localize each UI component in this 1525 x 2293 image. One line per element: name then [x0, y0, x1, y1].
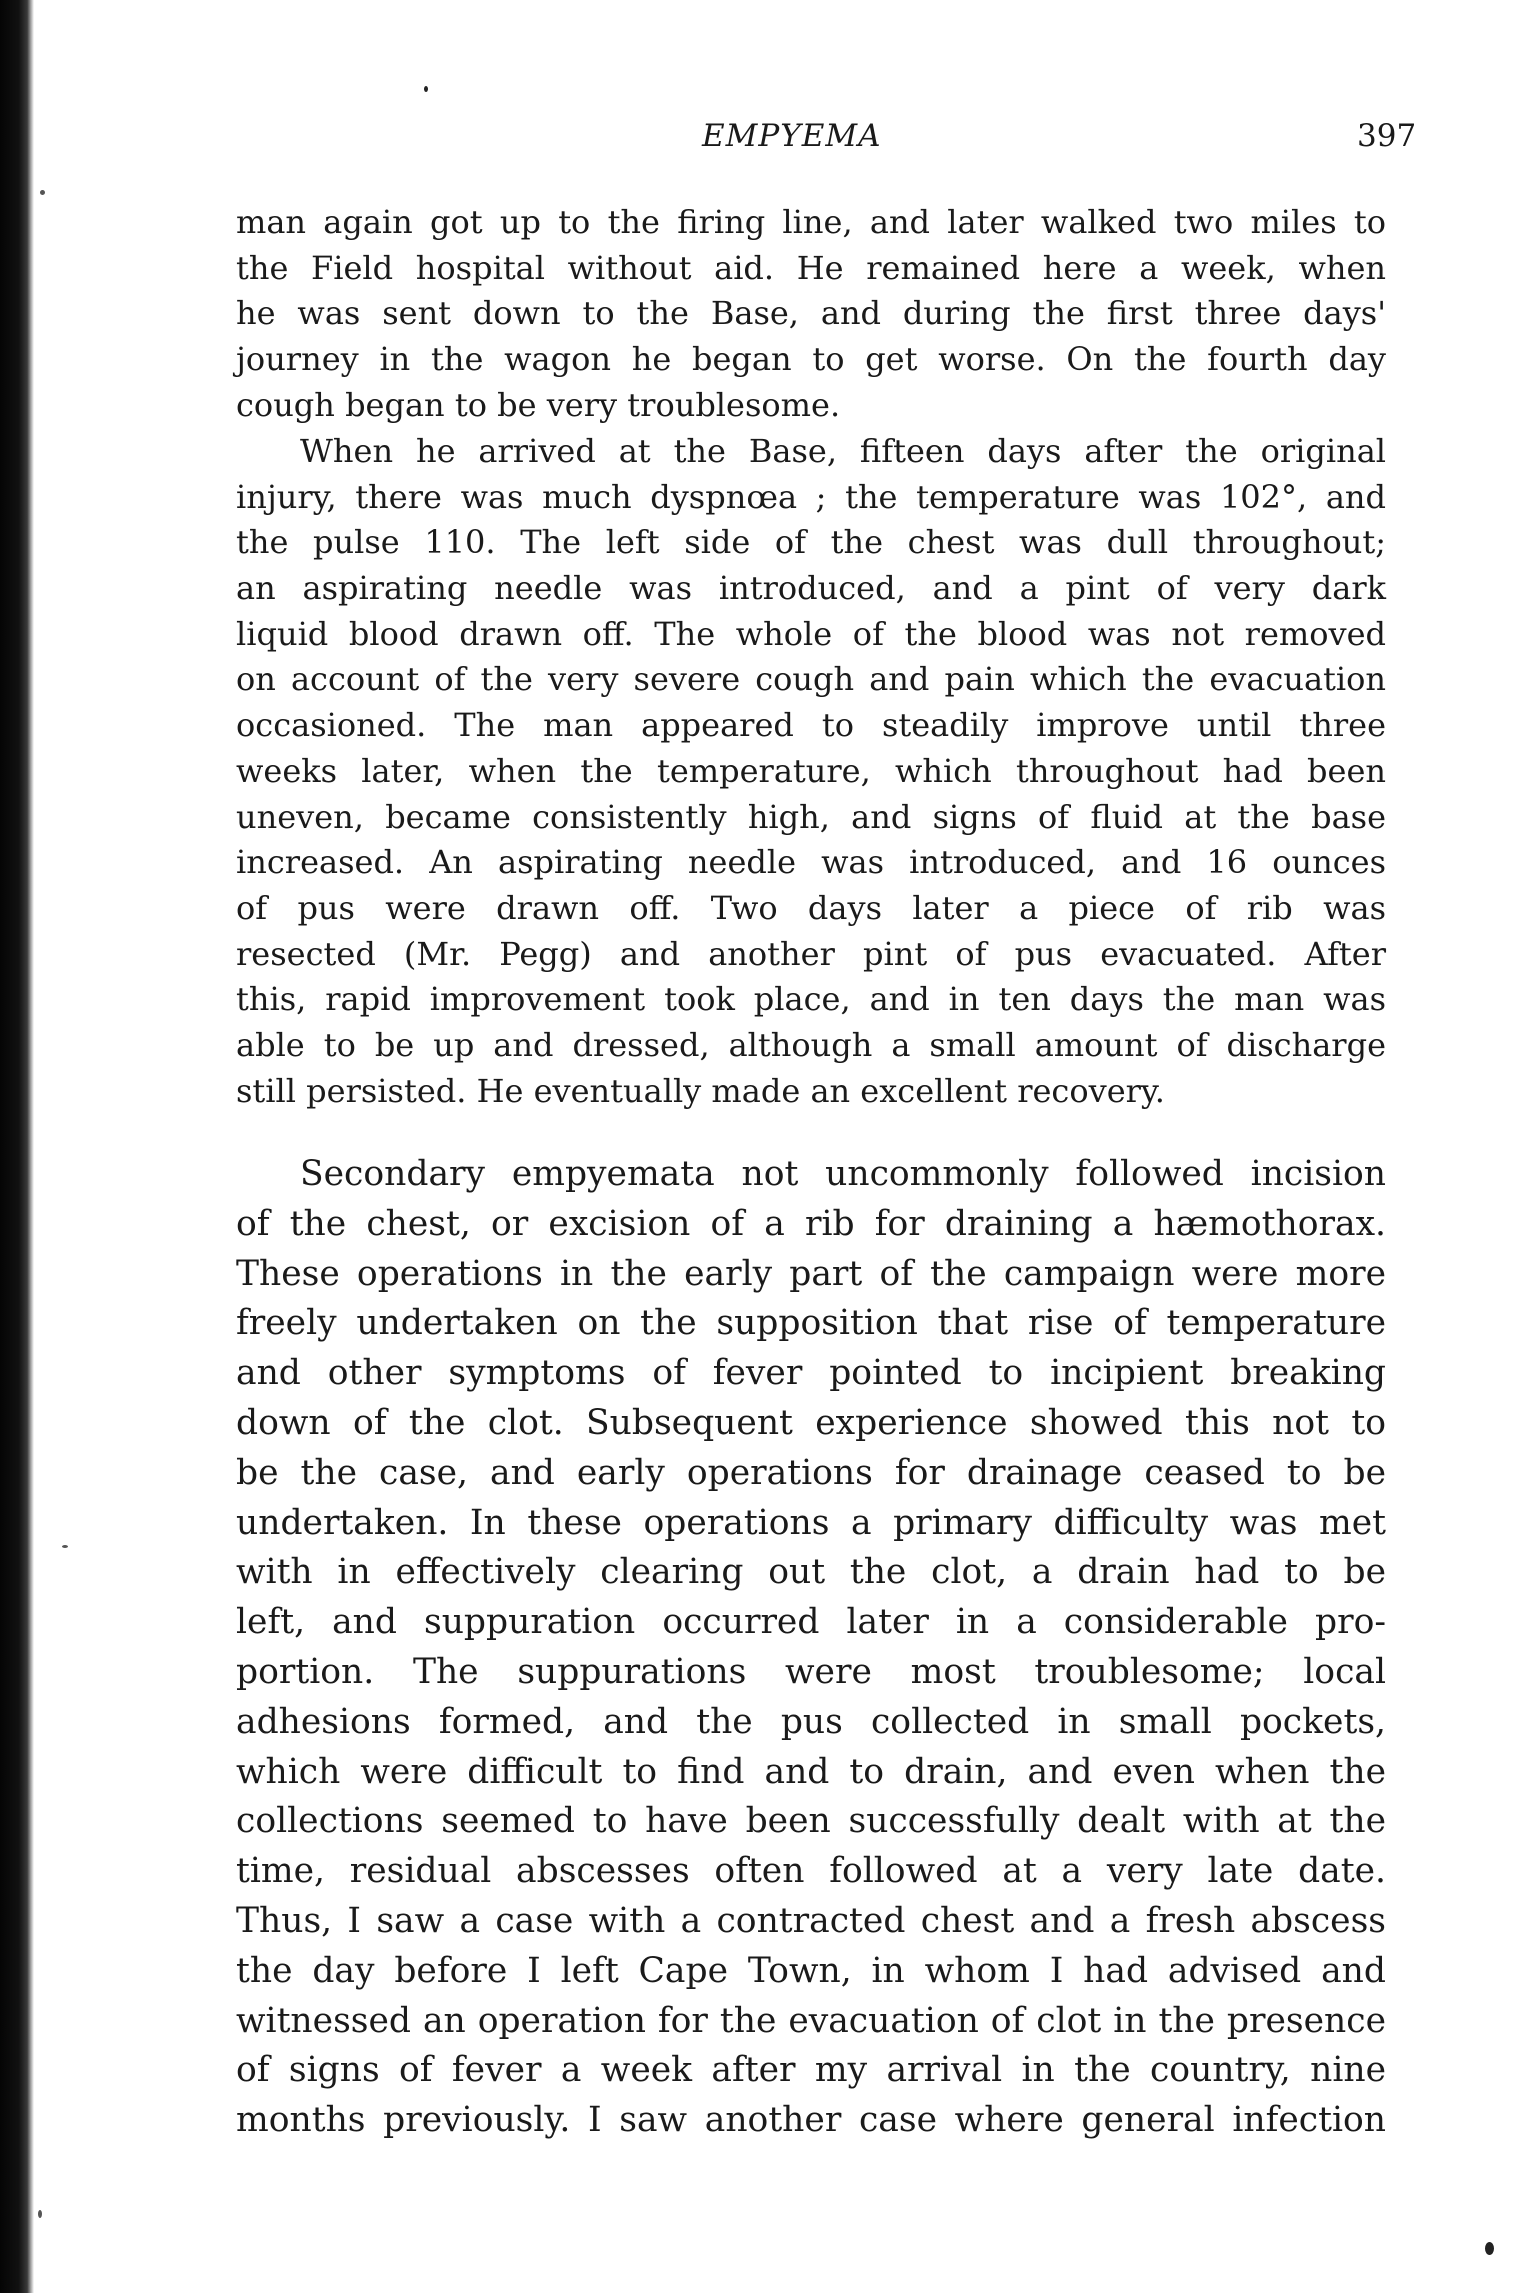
text-line: injury, there was much dyspnœa ; the temperature was 102°, and: [236, 477, 1386, 516]
text-line: of pus were drawn off. Two days later a piece of rib was: [236, 888, 1386, 927]
text-line: he was sent down to the Base, and during the first three days': [236, 294, 1386, 333]
text-line: still persisted. He eventually made an excellent recovery.: [236, 1071, 1165, 1110]
text-line: cough began to be very troublesome.: [236, 385, 841, 424]
text-line: increased. An aspirating needle was introduced, and 16 ounces: [236, 843, 1386, 882]
text-line: portion. The suppurations were most troublesome; local: [236, 1651, 1386, 1692]
text-line: adhesions formed, and the pus collected in small pockets,: [236, 1701, 1386, 1742]
text-line: undertaken. In these operations a primary difficulty was met: [236, 1502, 1386, 1543]
text-line: able to be up and dressed, although a small amount of discharge: [236, 1025, 1386, 1064]
text-line: These operations in the early part of the campaign were more: [236, 1253, 1386, 1294]
text-line: of signs of fever a week after my arrival in the country, nine: [236, 2050, 1386, 2091]
text-line: When he arrived at the Base, fifteen days after the original: [300, 432, 1386, 470]
paragraph-case-narrative: [236, 429, 1386, 1114]
print-speck: [1485, 2242, 1494, 2255]
text-line: journey in the wagon he began to get worse. On the fourth day: [236, 340, 1386, 379]
binding-speck: [40, 190, 45, 195]
text-line: liquid blood drawn off. The whole of the blood was not removed: [236, 614, 1386, 653]
text-line: which were difficult to find and to drain, and even when the: [236, 1751, 1386, 1792]
print-speck: [424, 86, 428, 92]
text-line: down of the clot. Subsequent experience showed this not to: [236, 1402, 1386, 1443]
text-line: with in effectively clearing out the clot, a drain had to be: [236, 1552, 1386, 1593]
text-line: collections seemed to have been successfully dealt with at the: [236, 1801, 1386, 1842]
page-binding-edge: [0, 0, 34, 2293]
text-line: on account of the very severe cough and pain which the evacuation: [236, 660, 1386, 699]
paragraph-secondary-empyemata: [236, 1150, 1386, 2146]
text-line: of the chest, or excision of a rib for draining a hæmothorax.: [236, 1203, 1386, 1244]
binding-speck: [38, 2210, 42, 2218]
text-line: uneven, became consistently high, and signs of fluid at the base: [236, 797, 1386, 836]
text-line: witnessed an operation for the evacuation of clot in the presence: [236, 2000, 1386, 2041]
text-line: left, and suppuration occurred later in a considerable pro-: [236, 1602, 1386, 1643]
text-line: and other symptoms of fever pointed to incipient breaking: [236, 1353, 1386, 1394]
text-line: the Field hospital without aid. He remained here a week, when: [236, 248, 1386, 287]
text-line: Secondary empyemata not uncommonly followed incision: [300, 1154, 1386, 1194]
text-line: resected (Mr. Pegg) and another pint of pus evacuated. After: [236, 934, 1386, 973]
text-line: months previously. I saw another case where general infection: [236, 2100, 1386, 2141]
text-line: the pulse 110. The left side of the chest was dull throughout;: [236, 523, 1386, 562]
binding-speck: [62, 1545, 68, 1548]
running-title: EMPYEMA: [702, 118, 882, 154]
text-line: the day before I left Cape Town, in whom I had advised and: [236, 1950, 1386, 1991]
text-line: weeks later, when the temperature, which throughout had been: [236, 751, 1386, 790]
text-line: this, rapid improvement took place, and in ten days the man was: [236, 980, 1386, 1019]
text-line: an aspirating needle was introduced, and a pint of very dark: [236, 569, 1386, 608]
text-line: occasioned. The man appeared to steadily improve until three: [236, 706, 1386, 745]
text-line: freely undertaken on the supposition that rise of temperature: [236, 1303, 1386, 1344]
text-line: be the case, and early operations for drainage ceased to be: [236, 1452, 1386, 1493]
text-line: Thus, I saw a case with a contracted chest and a fresh abscess: [236, 1900, 1386, 1941]
page-number: 397: [1357, 118, 1417, 154]
text-line: man again got up to the firing line, and later walked two miles to: [236, 203, 1386, 241]
paragraph-continuation: [236, 200, 1386, 428]
text-line: time, residual abscesses often followed at a very late date.: [236, 1851, 1386, 1892]
